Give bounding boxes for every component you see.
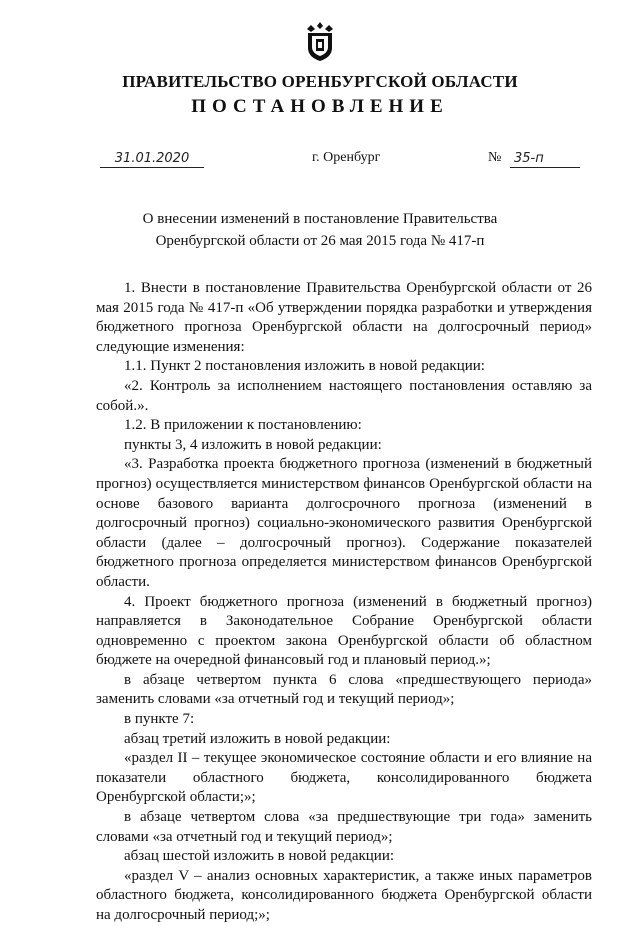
subject-line: О внесении изменений в постановление Правительства — [142, 211, 498, 227]
paragraph: в абзаце четвертом пункта 6 слова «предшествующего периода» заменить словами «за отчетный год и текущий период»; — [96, 671, 592, 708]
government-title: ПРАВИТЕЛЬСТВО ОРЕНБУРГСКОЙ ОБЛАСТИ — [122, 72, 518, 91]
paragraph: «раздел II – текущее экономическое состояние области и его влияние на показатели областного бюджета, консолидированного бюджета Оренбургской области;»; — [96, 750, 592, 806]
paragraph: 1.2. В приложении к постановлению: — [124, 417, 362, 434]
coat-of-arms-icon — [302, 20, 338, 62]
paragraph: пункты 3, 4 изложить в новой редакции: — [124, 436, 382, 453]
paragraph: в пункте 7: — [124, 711, 195, 728]
paragraph: 1. Внести в постановление Правительства Оренбургской области от 26 мая 2015 года № 417-п «Об утверждении порядка разработки и утверждения бюджетного прогноза Оренбургской области на долгосрочный период» следующие изменения: — [96, 280, 592, 355]
document-type: ПОСТАНОВЛЕНИЕ — [191, 96, 449, 117]
paragraph: 4. Проект бюджетного прогноза (изменений в бюджетный прогноз) направляется в Законодательное Собрание Оренбургской области одновременно с проектом закона Оренбургской области об областном бюджете на очередной финансовый год и плановый период.»; — [96, 593, 592, 669]
paragraph: «2. Контроль за исполнением настоящего постановления оставляю за собой.». — [96, 377, 592, 414]
document-subject — [100, 208, 540, 252]
document-number: 35-п — [510, 150, 580, 168]
paragraph: абзац шестой изложить в новой редакции: — [124, 848, 395, 865]
number-label: № — [488, 150, 502, 165]
paragraph: «раздел V – анализ основных характеристик, а также иных параметров областного бюджета, консолидированного бюджета Оренбургской области на долгосрочный период;»; — [96, 867, 592, 923]
paragraph: в абзаце четвертом слова «за предшествующие три года» заменить словами «за отчетный год и текущий период»; — [96, 809, 592, 845]
document-body — [96, 279, 592, 926]
paragraph: абзац третий изложить в новой редакции: — [124, 730, 391, 747]
document-date: 31.01.2020 — [100, 151, 204, 168]
paragraph: «3. Разработка проекта бюджетного прогноза (изменений в бюджетный прогноз) осуществляется министерством финансов Оренбургской области на основе базового варианта долгосрочного прогноза (изменений в долгосрочный прогноз) социально-экономического развития Оренбургской области (далее – долгосрочный прогноз). Содержание показателей бюджетного прогноза определяется министерством финансов Оренбургской области. — [96, 456, 592, 590]
paragraph: 1.1. Пункт 2 постановления изложить в новой редакции: — [124, 358, 485, 375]
document-city: г. Оренбург — [312, 150, 381, 165]
subject-line: Оренбургской области от 26 мая 2015 года № 417-п — [155, 233, 485, 249]
